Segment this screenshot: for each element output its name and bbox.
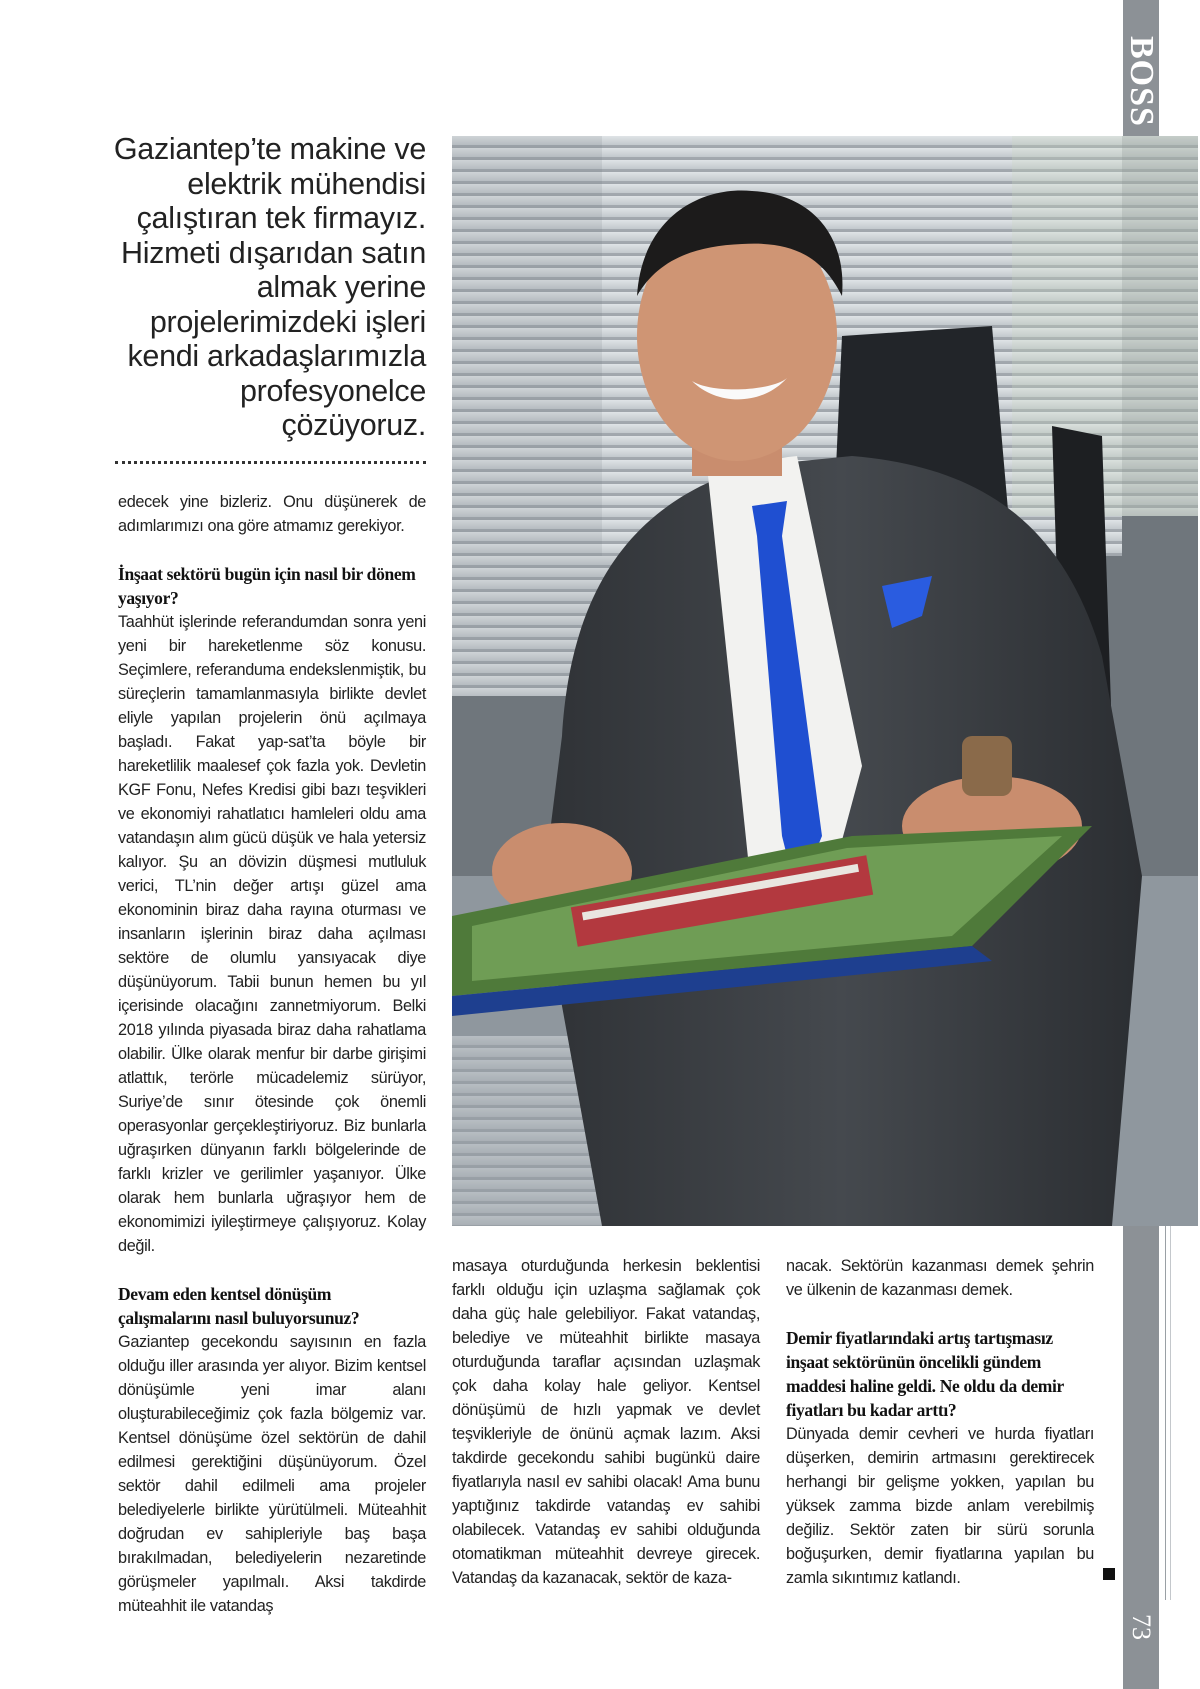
paragraph: Dünyada demir cevheri ve hurda fiyatları düşerken, demirin artmasını gerektirecek herhangi bir gelişme yokken, yapılan bu yüksek zamma bizde anlam verebilmiş değiliz. Sektör zaten bir sürü sorunla boğuşurken, demir fiyatlarına yapılan bu zamla sıkıntımız katlandı.	[786, 1425, 1094, 1587]
portrait-photo	[452, 136, 1198, 1226]
article-column-3	[786, 1254, 1094, 1590]
interview-question: Devam eden kentsel dönüşüm çalışmalarını nasıl buluyorsunuz?	[118, 1284, 360, 1328]
page-number: 73	[1127, 1614, 1156, 1640]
interview-question: Demir fiyatlarındaki artış tartışmasız inşaat sektörünün öncelikli gündem maddesi haline geldi. Ne oldu da demir fiyatları bu kadar arttı?	[786, 1328, 1064, 1420]
paragraph: Taahhüt işlerinde referandumdan sonra yeni yeni bir hareketlenme söz konusu. Seçimlere, referanduma endekslenmiştik, bu süreçlerin tamamlanmasıyla birlikte devlet eliyle yapılan projelerin önü açılmaya başladı. Fakat yap-sat’ta böyle bir hareketlilik maalesef çok fazla yok. Devletin KGF Fonu, Nefes Kredisi gibi bazı teşvikleri ve ekonomiyi rahatlatıcı hamleleri oldu ama vatandaşın alım gücü düşük ve hala yetersiz kalıyor. Şu an dövizin düşmesi mutluluk verici, TL’nin değer artışı güzel ama ekonominin biraz daha rayına oturması ve insanların işlerinin biraz daha açılması sektöre de olumlu yansıyacak diye düşünüyorum. Tabii bunun hemen bu yıl içerisinde olacağını zannetmiyorum. Belki 2018 yılında piyasada biraz daha rahatlama olabilir. Ülke olarak menfur bir darbe girişimi atlattık, terörle mücadelemiz sürüyor, Suriye’de sınır ötesinde çok önemli operasyonlar gerçekleştiriyoruz. Biz bunlarla uğraşırken dünyanın farklı bölgelerinde de farklı krizler ve gerilimler yaşanıyor. Ülke olarak hem bunlarla uğraşıyor hem de ekonomimizi iyileştirmeye çalışıyoruz. Kolay değil.	[118, 613, 426, 1255]
brand-name: BOSS	[1123, 36, 1160, 127]
portrait-illustration	[452, 136, 1198, 1226]
paragraph: nacak. Sektörün kazanması demek şehrin ve ülkenin de kazanması demek.	[786, 1257, 1094, 1299]
paragraph: masaya oturduğunda herkesin beklentisi farklı olduğu için uzlaşma sağlamak çok daha güç hale gelebiliyor. Fakat vatandaş, belediye ve müteahhit birlikte masaya oturduğunda taraflar açısından uzlaşmak çok daha kolay hale geliyor. Kentsel dönüşümü de hızlı yapmak ve devlet teşvikleriyle de önünü açmak lazım. Aksi takdirde gecekondu sahibi bugünkü daire fiyatlarıyla nasıl ev sahibi olacak! Ama bunu yaptığınız takdirde vatandaş ev sahibi olabilecek. Vatandaş ev sahibi olduğunda otomatikman müteahhit devreye girecek. Vatandaş da kazanacak, sektör de kaza-	[452, 1257, 760, 1587]
article-column-2	[452, 1254, 760, 1590]
paragraph: edecek yine bizleriz. Onu düşünerek de adımlarımızı ona göre atmamız gerekiyor.	[118, 493, 426, 535]
pull-quote-divider	[115, 461, 426, 464]
article-column-1	[118, 490, 426, 1618]
article-end-mark	[1103, 1568, 1115, 1580]
pull-quote: Gaziantep’te makine ve elektrik mühendisi çalıştıran tek firmayız. Hizmeti dışarıdan satın almak yerine projelerimizdeki işleri kendi arkadaşlarımızla profesyonelce çözüyoruz.	[113, 132, 426, 442]
interview-question: İnşaat sektörü bugün için nasıl bir dönem yaşıyor?	[118, 564, 416, 608]
paragraph: Gaziantep gecekondu sayısının en fazla olduğu iller arasında yer alıyor. Bizim kentsel dönüşümle yeni imar alanı oluşturabileceğimiz çok fazla bölgemiz var. Kentsel dönüşüme özel sektörün de dahil edilmesi gerektiğini düşünüyorum. Özel sektör dahil edilmeli ama projeler belediyelerle birlikte yürütülmeli. Müteahhit doğrudan ev sahipleriyle baş başa bırakılmadan, belediyelerin nezaretinde görüşmeler yapılmalı. Aksi takdirde müteahhit ile vatandaş	[118, 1333, 426, 1615]
